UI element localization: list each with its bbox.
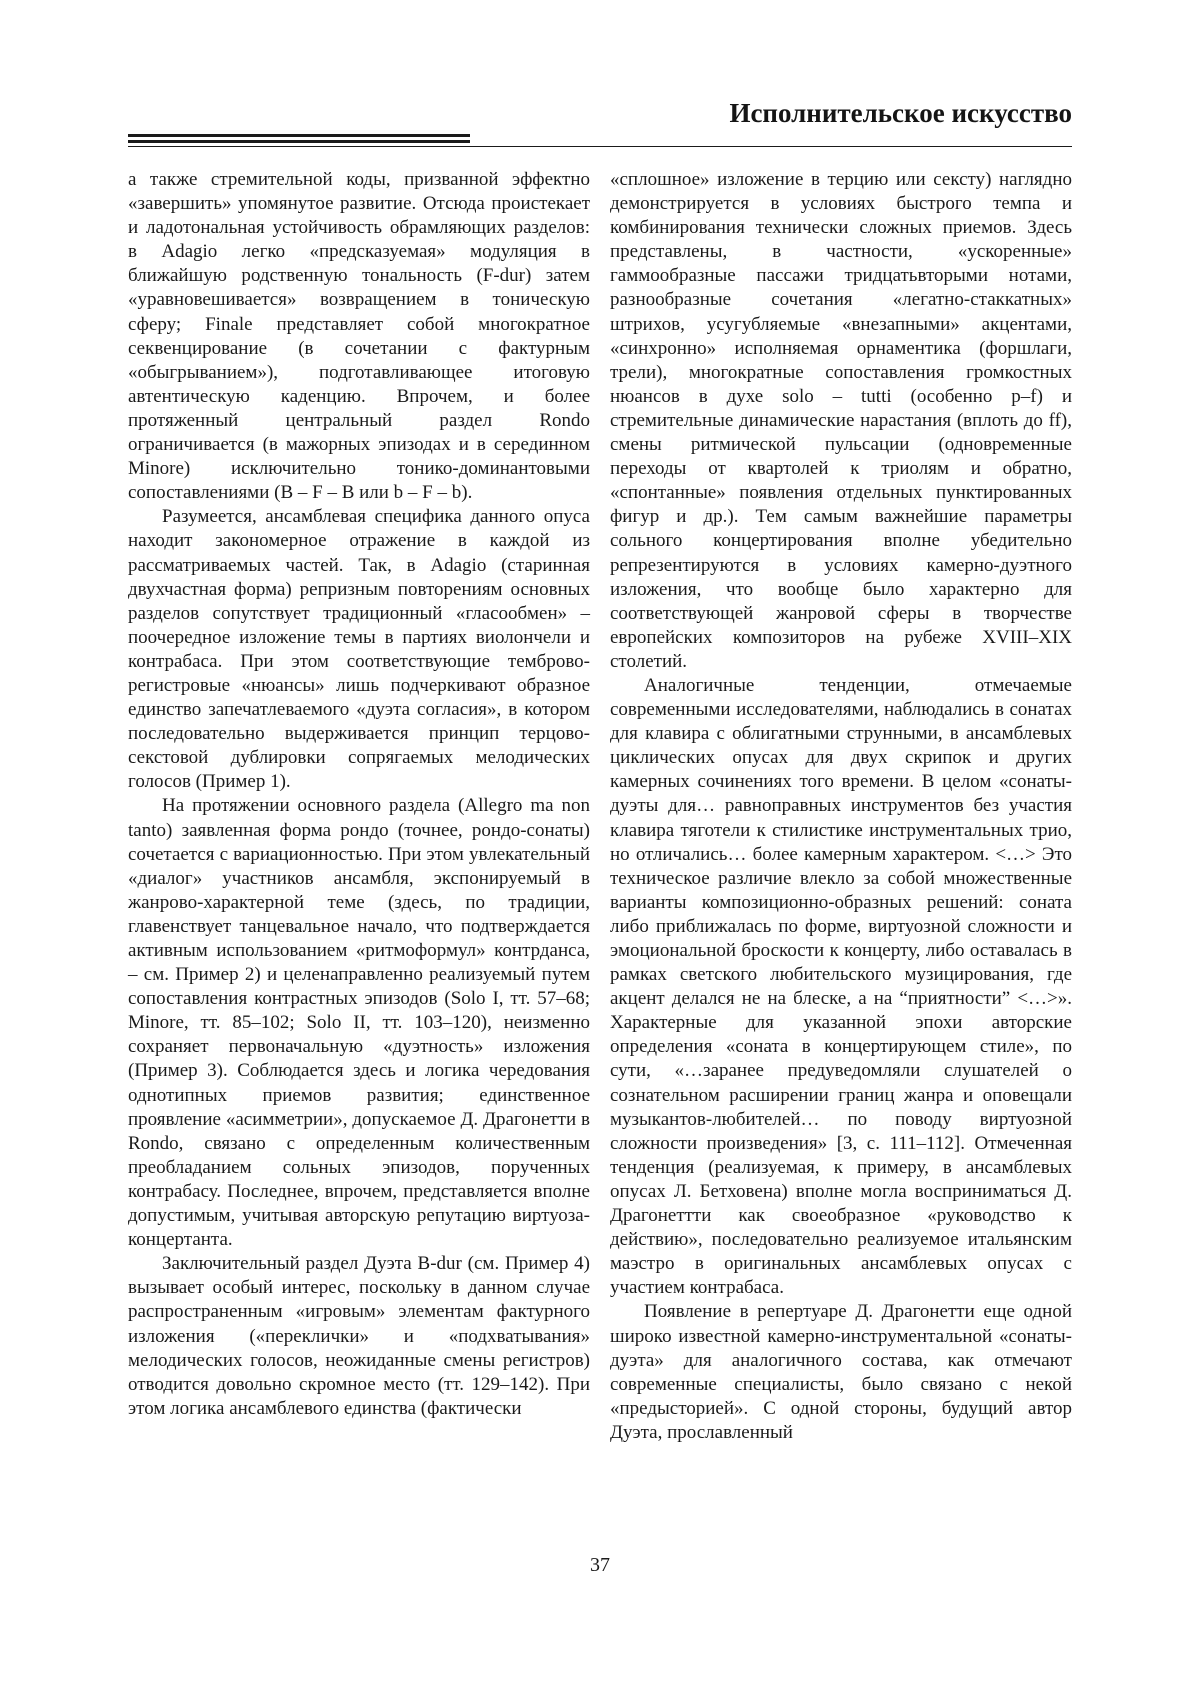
paragraph: «сплошное» изложение в терцию или сексту) наглядно демонстрируется в условиях быстрого темпа и комбинирования технически сложных приемов. Здесь представлены, в частности, «ускоренные» гаммообразные пассажи тридцатьвторыми нотами, разнообразные сочетания «легатно-стаккатных» штрихов, усугубляемые «внезапными» акцентами, «синхронно» исполняемая орнаментика (форшлаги, трели), многократные сопоставления громкостных нюансов в духе solo – tutti (особенно p–f) и стремительные динамические нарастания (вплоть до ff), смены ритмической пульсации (одновременные переходы от квартолей к триолям и обратно, «спонтанные» появления отдельных пунктированных фигур и др.). Тем самым важнейшие параметры сольного концертирования вполне убедительно репрезентируются в условиях камерно-дуэтного изложения, что вообще было характерно для соответствующей жанровой сферы в творчестве европейских композиторов на рубеже XVIII–XIX столетий. (610, 169, 1072, 672)
section-title: Исполнительское искусство (729, 98, 1072, 128)
paragraph: а также стремительной коды, призванной эффектно «завершить» упомянутое развитие. Отсюда проистекает и ладотональная устойчивость обрамляющих разделов: в Adagio легко «предсказуемая» модуляция в ближайшую родственную тональность (F-dur) затем «уравновешивается» возвращением в тоническую сферу; Finale представляет собой многократное секвенцирование (в сочетании с фактурным «обыгрыванием»), подготавливающее итоговую автентическую каденцию. Впрочем, и более протяженный центральный раздел Rondo ограничивается (в мажорных эпизодах и в серединном Minore) исключительно тонико-доминантовыми сопоставлениями (B – F – B или b – F – b). (128, 169, 590, 504)
right-column (610, 168, 1072, 1445)
header-rule-thin (128, 146, 1072, 147)
header-rule-thick-bottom (128, 140, 470, 143)
paragraph: Появление в репертуаре Д. Драгонетти еще одной широко известной камерно-инструментальной «сонаты-дуэта» для аналогичного состава, как отмечают современные специалисты, было связано с некой «предысторией». С одной стороны, будущий автор Дуэта, прославленный (610, 1301, 1072, 1443)
paragraph: Аналогичные тенденции, отмечаемые современными исследователями, наблюдались в сонатах для клавира с облигатными струнными, в ансамблевых циклических опусах для двух скрипок и других камерных сочинениях того времени. В целом «сонаты-дуэты для… равноправных инструментов без участия клавира тяготели к стилистике инструментальных трио, но отличались… более камерным характером. <…> Это техническое различие влекло за собой множественные варианты композиционно-образных решений: соната либо приближалась по форме, виртуозной сложности и эмоциональной броскости к концерту, либо оставалась в рамках светского любительского музицирования, где акцент делался не на блеске, а на “приятности” <…>». Характерные для указанной эпохи авторские определения «соната в концертирующем стиле», по сути, «…заранее предуведомляли слушателей о сознательном расширении границ жанра и оповещали музыкантов-любителей… по поводу виртуозной сложности произведения» [3, с. 111–112]. Отмеченная тенденция (реализуемая, к примеру, в ансамблевых опусах Л. Бетховена) вполне могла восприниматься Д. Драгонеттти как своеобразное «руководство к действию», последовательно реализуемое итальянским маэстро в оригинальных ансамблевых опусах с участием контрабаса. (610, 674, 1072, 1299)
header-rule-thick-top (128, 134, 470, 137)
paragraph: На протяжении основного раздела (Allegro ma non tanto) заявленная форма рондо (точнее, рондо-сонаты) сочетается с вариационностью. При этом увлекательный «диалог» участников ансамбля, экспонируемый в жанрово-характерной теме (здесь, по традиции, главенствует танцевальное начало, что подтверждается активным использованием «ритмоформул» контрданса, – см. Пример 2) и целенаправленно реализуемый путем сопоставления контрастных эпизодов (Solo I, тт. 57–68; Minore, тт. 85–102; Solo II, тт. 103–120), неизменно сохраняет первоначальную «дуэтность» изложения (Пример 3). Соблюдается здесь и логика чередования однотипных приемов развития; единственное проявление «асимметрии», допускаемое Д. Драгонетти в Rondo, связано с определенным количественным преобладанием сольных эпизодов, порученных контрабасу. Последнее, впрочем, представляется вполне допустимым, учитывая авторскую репутацию виртуоза-концертанта. (128, 795, 590, 1251)
left-column (128, 168, 590, 1421)
paragraph: Разумеется, ансамблевая специфика данного опуса находит закономерное отражение в каждой из рассматриваемых частей. Так, в Adagio (старинная двухчастная форма) репризным повторениям основных разделов сопутствует традиционный «гласообмен» – поочередное изложение темы в партиях виолончели и контрабаса. При этом соответствующие темброво-регистровые «нюансы» лишь подчеркивают образное единство запечатлеваемого «дуэта согласия», в котором последовательно выдерживается принцип терцово-секстовой дублировки сопрягаемых мелодических голосов (Пример 1). (128, 506, 590, 793)
paragraph: Заключительный раздел Дуэта B-dur (см. Пример 4) вызывает особый интерес, поскольку в данном случае распространенным «игровым» элементам фактурного изложения («переклички» и «подхватывания» мелодических голосов, неожиданные смены регистров) отводится довольно скромное место (тт. 129–142). При этом логика ансамблевого единства (фактически (128, 1253, 590, 1419)
page-number: 37 (590, 1554, 610, 1576)
